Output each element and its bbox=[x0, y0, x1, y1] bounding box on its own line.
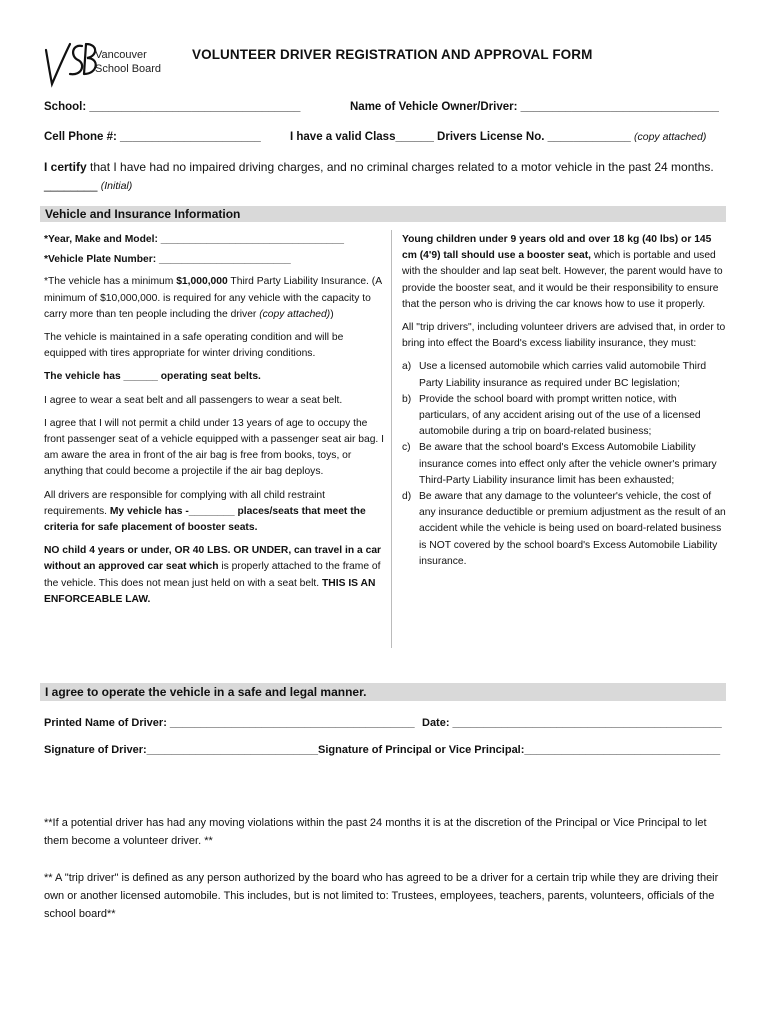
list-item: b) Provide the school board with prompt written notice, with particulars, of any accident arising out of the use of a licensed automobile during a trip on board-related business; bbox=[402, 393, 701, 438]
agree-seat-belt: I agree to wear a seat belt and all passengers to wear a seat belt. bbox=[44, 394, 343, 406]
form-title: VOLUNTEER DRIVER REGISTRATION AND APPROVAL FORM bbox=[192, 47, 593, 62]
org-line-2: School Board bbox=[95, 63, 162, 75]
certify-statement bbox=[44, 158, 734, 195]
cell-phone-field[interactable]: Cell Phone #: ______________________ bbox=[44, 131, 261, 143]
booster-seats-field[interactable]: My vehicle has -________ places/seats that meet the criteria for safe placement of booster seats. bbox=[44, 505, 366, 534]
vehicle-info-column bbox=[44, 232, 384, 615]
principal-signature-field[interactable]: Signature of Principal or Vice Principal:________________________________ bbox=[318, 744, 721, 756]
column-divider bbox=[391, 230, 392, 648]
initial-field[interactable]: (Initial) bbox=[100, 180, 133, 192]
restraint-paragraph: All drivers are responsible for complying with all child restraint requirements. My vehicle has -________ places/seats that meet the criteria for safe placement of booster seats. bbox=[44, 489, 366, 534]
agreement-title: I agree to operate the vehicle in a safe and legal manner. bbox=[45, 685, 367, 699]
printed-name-field[interactable]: Printed Name of Driver: ________________________________________ bbox=[44, 717, 415, 729]
moving-violations-note: **If a potential driver has had any moving violations within the past 24 months it is at the discretion of the Principal or Vice Principal to let them become a volunteer driver. ** bbox=[44, 817, 707, 847]
list-item: a) Use a licensed automobile which carries valid automobile Third Party Liability insurance as required under BC legislation; bbox=[402, 361, 707, 389]
liability-paragraph: *The vehicle has a minimum $1,000,000 Third Party Liability Insurance. (A minimum of $10,000,000. is required for any vehicle with the capacity to carry more than ten people including the driver (copy attached)) bbox=[44, 276, 382, 320]
certify-lead: I certify bbox=[44, 160, 87, 174]
vehicle-insurance-section-header bbox=[40, 206, 726, 222]
list-item: d) Be aware that any damage to the volunteer's vehicle, the cost of any insurance deductible or premium adjustment as the result of an accident while the vehicle is being used on board-related business is NOT covered by the school board's Excess Automobile Liability insurance. bbox=[402, 491, 726, 567]
org-line-1: Vancouver bbox=[95, 49, 147, 61]
no-child-paragraph: NO child 4 years or under, OR 40 LBS. OR UNDER, can travel in a car without an approved car seat which is properly attached to the frame of the vehicle. This does not mean just held on with a seat belt. THIS IS AN ENFORCEABLE LAW. bbox=[44, 545, 382, 605]
certify-text: that I have had no impaired driving charges, and no criminal charges related to a motor vehicle in the past 24 months. ________ bbox=[44, 160, 714, 192]
section-title: Vehicle and Insurance Information bbox=[45, 207, 241, 221]
seat-belts-field[interactable]: The vehicle has ______ operating seat belts. bbox=[44, 371, 261, 383]
maintained-paragraph: The vehicle is maintained in a safe operating condition and will be equipped with tires appropriate for winter driving conditions. bbox=[44, 332, 344, 360]
list-item: c) Be aware that the school board's Excess Automobile Liability insurance comes into effect only after the vehicle owner's primary Third-Party Liability insurance limit has been exhausted; bbox=[402, 442, 717, 486]
year-make-model-field[interactable]: *Year, Make and Model: ________________________________ bbox=[44, 234, 344, 245]
organization-name bbox=[95, 48, 161, 76]
trip-driver-definition: ** A "trip driver" is defined as any person authorized by the board who has agreed to be a driver for a certain trip while they are driving their own or another licensed automobile. This includes, but is not limited to: Trustees, employees, teachers, parents, volunteers, officials of the school board** bbox=[44, 872, 719, 920]
booster-info-column bbox=[402, 232, 727, 570]
agree-child-airbag: I agree that I will not permit a child under 13 years of age to occupy the front passenger seat of a vehicle equipped with a passenger seat air bag. I am aware the area in front of the air bag is free from books, toys, or anything that could become a projectile if the air bag deploys. bbox=[44, 417, 385, 478]
trip-driver-paragraph: All "trip drivers", including volunteer drivers are advised that, in order to bring into effect the Board's excess liability insurance, they must: bbox=[402, 322, 726, 350]
date-field[interactable]: Date: ____________________________________________ bbox=[422, 717, 722, 729]
plate-number-field[interactable]: *Vehicle Plate Number: _______________________ bbox=[44, 254, 291, 266]
requirements-list bbox=[402, 359, 727, 570]
owner-field[interactable]: Name of Vehicle Owner/Driver: _______________________________ bbox=[350, 101, 719, 113]
driver-signature-field[interactable]: Signature of Driver:____________________________ bbox=[44, 744, 318, 756]
booster-paragraph: Young children under 9 years old and over 18 kg (40 lbs) or 145 cm (4'9) tall should use a booster seat, which is portable and used with the shoulder and lap seat belt. However, the parent would have to provide the booster seat, and it would be their responsibility to ensure that the person who is driving the car knows how to use it properly. bbox=[402, 234, 723, 310]
license-field[interactable] bbox=[290, 131, 706, 143]
agreement-section-header bbox=[40, 683, 726, 701]
school-field[interactable]: School: _________________________________ bbox=[44, 101, 301, 113]
license-label: I have a valid Class______ Drivers License No. _____________ bbox=[290, 131, 631, 143]
vsb-logo bbox=[40, 40, 100, 88]
license-note: (copy attached) bbox=[633, 131, 707, 143]
